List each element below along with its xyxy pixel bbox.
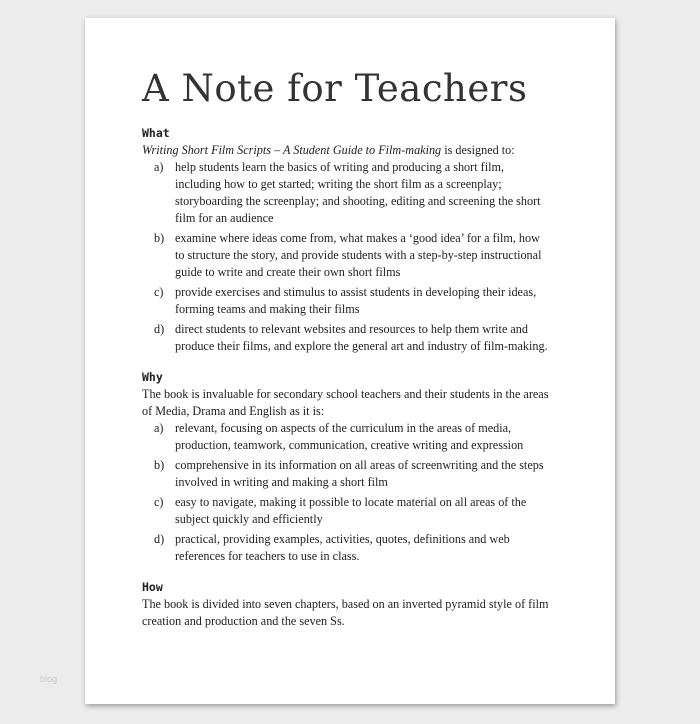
- list-item-text: relevant, focusing on aspects of the curriculum in the areas of media, production, teamwork, communication, creative writing and expression: [175, 421, 524, 452]
- section-heading-what: What: [142, 126, 170, 140]
- section-how: [142, 579, 552, 630]
- list-item: [142, 531, 552, 565]
- list-item: [142, 284, 552, 318]
- list-item: [142, 230, 552, 281]
- list-marker: b): [154, 231, 165, 245]
- list-item-text: examine where ideas come from, what makes a ‘good idea’ for a film, how to structure the story, and provide students with a step-by-step instructional guide to write and create their own short films: [175, 231, 542, 279]
- document-page: [85, 18, 615, 704]
- list-item-text: direct students to relevant websites and resources to help them write and produce their films, and explore the general art and industry of film-making.: [175, 322, 548, 353]
- section-heading-how: How: [142, 580, 163, 594]
- list-item-text: easy to navigate, making it possible to locate material on all areas of the subject quickly and efficiently: [175, 495, 527, 526]
- how-intro: The book is divided into seven chapters, based on an inverted pyramid style of film creation and production and the seven Ss.: [142, 597, 549, 628]
- list-item-text: help students learn the basics of writing and producing a short film, including how to get started; writing the short film as a screenplay; storyboarding the screenplay; and shooting, editing and screening the short film for an audience: [175, 160, 541, 225]
- page-title: A Note for Teachers: [142, 67, 528, 110]
- list-item-text: practical, providing examples, activities, quotes, definitions and web references for teachers to use in class.: [175, 532, 510, 563]
- list-item-text: provide exercises and stimulus to assist students in developing their ideas, forming teams and making their films: [175, 285, 537, 316]
- list-item: [142, 457, 552, 491]
- watermark-text: blog: [40, 674, 58, 684]
- list-marker: c): [154, 285, 164, 299]
- list-marker: d): [154, 532, 165, 546]
- list-item: [142, 494, 552, 528]
- list-marker: c): [154, 495, 164, 509]
- what-intro: [142, 142, 552, 159]
- why-intro: The book is invaluable for secondary school teachers and their students in the areas of Media, Drama and English as it is:: [142, 387, 549, 418]
- list-item-text: comprehensive in its information on all areas of screenwriting and the steps involved in writing and making a short film: [175, 458, 544, 489]
- list-marker: a): [154, 421, 164, 435]
- what-list: [142, 159, 552, 355]
- section-what: [142, 125, 552, 355]
- section-why: [142, 369, 552, 565]
- list-marker: a): [154, 160, 164, 174]
- what-intro-rest: is designed to:: [441, 143, 515, 157]
- list-item: [142, 159, 552, 227]
- list-marker: b): [154, 458, 165, 472]
- book-title: Writing Short Film Scripts – A Student Guide to Film-making: [142, 143, 442, 157]
- list-marker: d): [154, 322, 165, 336]
- list-item: [142, 321, 552, 355]
- document-body: [142, 125, 552, 630]
- why-list: [142, 420, 552, 565]
- list-item: [142, 420, 552, 454]
- section-heading-why: Why: [142, 370, 163, 384]
